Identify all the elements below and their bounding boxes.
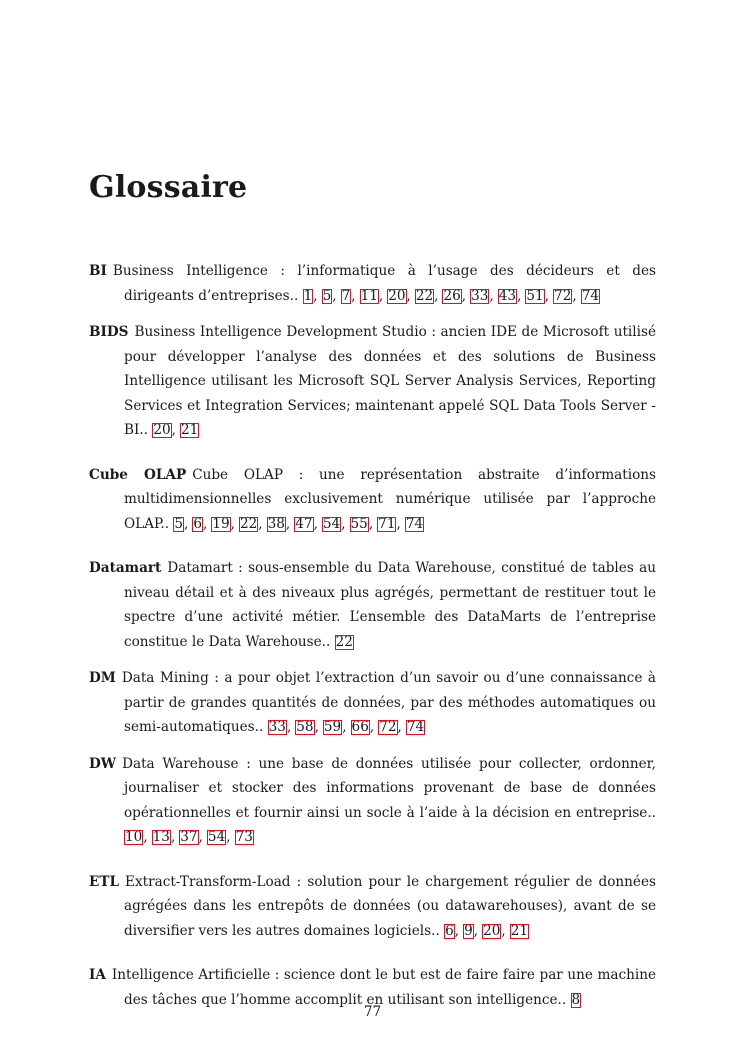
page-ref-link[interactable]: 20 [483, 922, 501, 939]
glossary-term: Datamart [89, 560, 162, 576]
glossary-term: BIDS [89, 324, 129, 340]
page-refs [124, 829, 254, 845]
page-number: 77 [363, 1004, 382, 1020]
page-refs [152, 422, 199, 438]
page-ref-link[interactable]: 74 [406, 719, 425, 735]
ref-separator: , [143, 829, 148, 845]
ref-separator: , [203, 515, 208, 532]
ref-separator: , [369, 719, 375, 735]
glossary-entry [89, 870, 656, 944]
page-ref-link[interactable]: 66 [351, 719, 369, 735]
ref-separator: , [461, 287, 467, 304]
page-ref-link[interactable]: 21 [180, 422, 199, 438]
glossary-definition: Data Warehouse : une base de données utilisée pour collecter, ordonner, journaliser et stocker des informations provenant de base de données opérationnelles et fournir ainsi un socle à l’aide à la décision en entreprise.. [122, 755, 656, 821]
page-ref-link[interactable]: 58 [296, 719, 314, 735]
glossary-term: IA [89, 967, 106, 983]
page-ref-link[interactable]: 13 [152, 829, 170, 845]
ref-separator: , [314, 719, 319, 735]
ref-separator: , [332, 287, 337, 304]
page-ref-link[interactable]: 22 [415, 287, 434, 304]
glossary-term: Cube OLAP [89, 466, 187, 483]
ref-separator: , [341, 515, 346, 532]
ref-separator: , [544, 287, 550, 304]
glossary-entry [89, 556, 656, 654]
page-ref-link[interactable]: 8 [571, 991, 581, 1008]
page-ref-link[interactable]: 21 [510, 922, 529, 939]
page-ref-link[interactable]: 55 [350, 515, 368, 532]
ref-separator: , [258, 515, 263, 532]
ref-separator: , [198, 829, 203, 845]
glossary-term: DM [89, 670, 116, 686]
page-ref-link[interactable]: 6 [445, 922, 454, 939]
ref-separator: , [501, 922, 506, 939]
glossary-entry [89, 320, 656, 443]
page-ref-link[interactable]: 20 [153, 422, 171, 438]
glossary-definition: Intelligence Artificielle : science dont le but est de faire faire par une machine des tâches que l’homme accomplit en utilisant son intelligence.. [111, 967, 656, 1008]
glossary-definition: Business Intelligence : l’informatique à l’usage des décideurs et des dirigeants d’entreprises.. [112, 263, 656, 304]
page-ref-link[interactable]: 72 [379, 719, 397, 735]
page-ref-link[interactable]: 74 [581, 287, 599, 304]
glossary-list [89, 259, 656, 1012]
page-ref-link[interactable]: 33 [268, 719, 286, 735]
page-ref-link[interactable]: 47 [295, 515, 313, 532]
ref-separator: , [434, 287, 439, 304]
ref-separator: , [230, 515, 235, 532]
glossary-definition: Data Mining : a pour objet l’extraction d’un savoir ou d’une connaissance à partir de grandes quantités de données, par des méthodes automatiques ou semi-automatiques.. [121, 670, 656, 735]
glossary-definition: Datamart : sous-ensemble du Data Warehouse, constitué de tables au niveau détail et à des niveaux plus agrégés, permettant de restituer tout le spectre d’une activité métier. L’ensemble des DataMarts de l’entreprise constitue le Data Warehouse.. [124, 560, 656, 650]
glossary-definition: Extract-Transform-Load : solution pour le chargement régulier de données agrégées dans les entrepôts de données (ou datawarehouses), avant de se diversifier vers les autres domaines logiciels.. [124, 873, 656, 939]
glossary-entry [89, 666, 656, 740]
page-ref-link[interactable]: 6 [193, 515, 202, 532]
page-ref-link[interactable]: 10 [125, 829, 143, 845]
page-refs [444, 923, 529, 939]
page-refs [335, 634, 354, 650]
page-ref-link[interactable]: 74 [405, 515, 424, 532]
ref-separator: , [170, 829, 176, 845]
ref-separator: , [351, 287, 356, 304]
ref-separator: , [342, 719, 347, 735]
page-ref-link[interactable]: 5 [174, 515, 184, 532]
glossary-term: BI [89, 263, 107, 279]
page-ref-link[interactable]: 11 [360, 287, 378, 304]
ref-separator: , [226, 829, 231, 845]
ref-separator: , [313, 287, 318, 304]
page-ref-link[interactable]: 54 [322, 515, 341, 532]
ref-separator: , [572, 287, 577, 304]
page-ref-link[interactable]: 33 [471, 287, 489, 304]
page-title: Glossaire [89, 170, 248, 205]
glossary-entry [89, 463, 656, 537]
page-ref-link[interactable]: 71 [378, 515, 396, 532]
page-ref-link[interactable]: 26 [443, 287, 461, 304]
page-ref-link[interactable]: 38 [267, 515, 285, 532]
glossary-term: DW [89, 755, 117, 772]
ref-separator: , [396, 515, 401, 532]
page-ref-link[interactable]: 43 [498, 287, 517, 304]
ref-separator: , [406, 287, 411, 304]
ref-separator: , [489, 287, 494, 304]
glossary-entry [89, 259, 656, 308]
ref-separator: , [184, 515, 189, 532]
ref-separator: , [378, 287, 384, 304]
ref-separator: , [285, 515, 291, 532]
page-ref-link[interactable]: 37 [180, 829, 198, 845]
page-ref-link[interactable]: 51 [526, 287, 544, 304]
ref-separator: , [454, 922, 460, 939]
ref-separator: , [368, 515, 374, 532]
glossary-definition: Business Intelligence Development Studio : ancien IDE de Microsoft utilisé pour développer l’analyse des données et des solutions de Business Intelligence utilisant les Microsoft SQL Server Analysis Services, Reporting Services et Integration Services; maintenant appelé SQL Data Tools Server - BI.. [124, 324, 656, 438]
page-ref-link[interactable]: 5 [322, 287, 332, 304]
page-ref-link[interactable]: 7 [341, 287, 351, 304]
page-refs [303, 288, 600, 304]
page-ref-link[interactable]: 59 [323, 719, 342, 735]
ref-separator: , [171, 422, 176, 438]
ref-separator: , [313, 515, 318, 532]
page-ref-link[interactable]: 1 [303, 287, 313, 304]
ref-separator: , [517, 287, 522, 304]
glossary-definition: Cube OLAP : une représentation abstraite d’informations multidimensionnelles exclusivement numérique utilisée par l’approche OLAP.. [124, 466, 656, 532]
page-refs [173, 516, 424, 532]
page-ref-link[interactable]: 73 [235, 829, 253, 845]
glossary-term: ETL [89, 873, 120, 890]
page-ref-link[interactable]: 9 [464, 922, 473, 939]
page-ref-link[interactable]: 20 [388, 287, 406, 304]
page-refs [268, 719, 426, 735]
page-ref-link[interactable]: 72 [554, 287, 572, 304]
glossary-entry [89, 752, 656, 850]
ref-separator: , [286, 719, 292, 735]
ref-separator: , [397, 719, 402, 735]
page-ref-link[interactable]: 22 [335, 633, 353, 650]
page-ref-link[interactable]: 54 [207, 829, 226, 845]
ref-separator: , [473, 922, 479, 939]
page-ref-link[interactable]: 19 [212, 515, 230, 532]
page-ref-link[interactable]: 22 [239, 515, 258, 532]
